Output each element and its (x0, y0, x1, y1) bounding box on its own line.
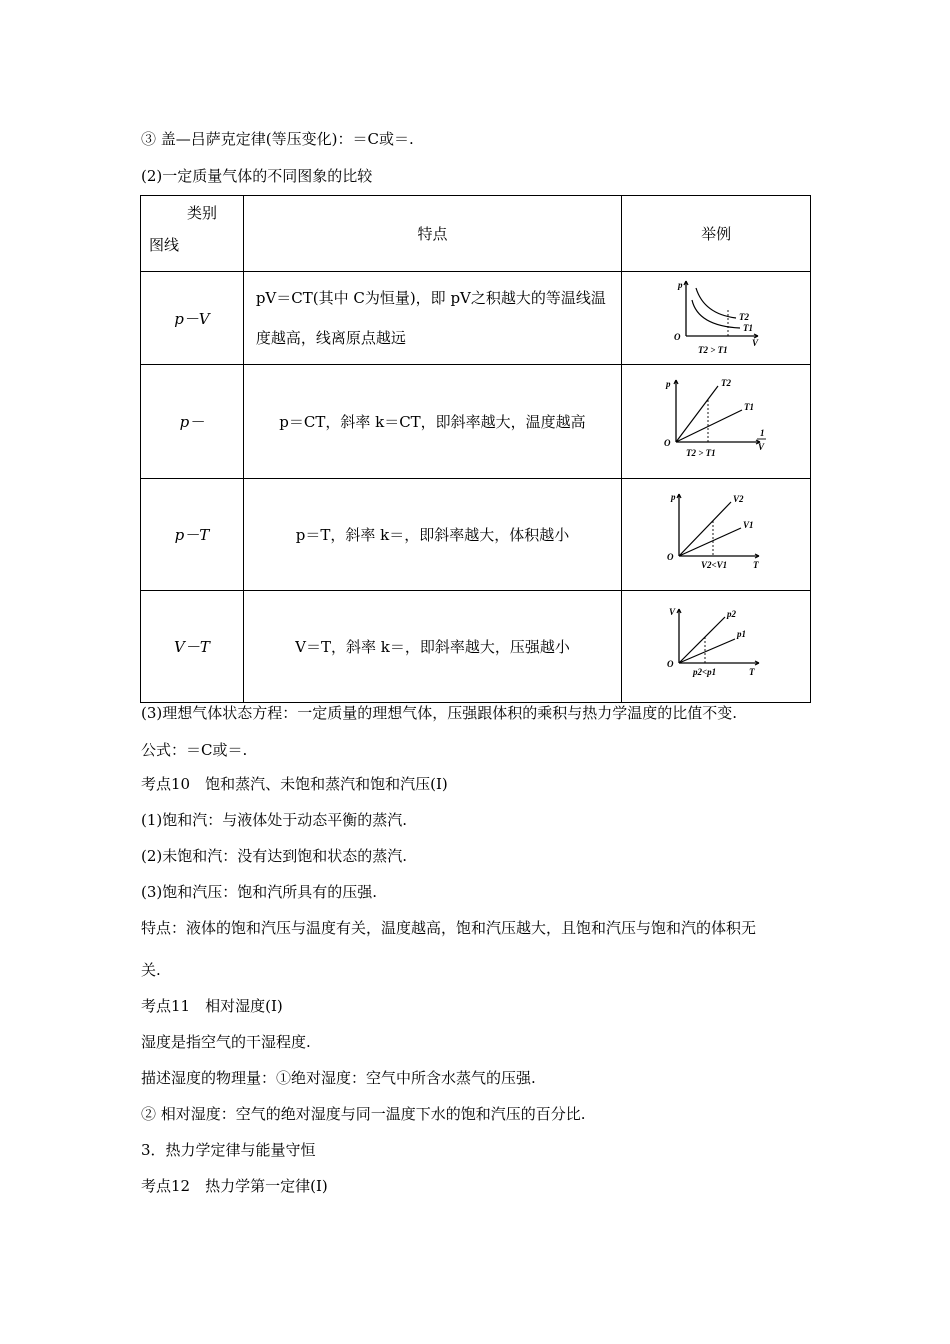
curve-label: T1 (743, 323, 754, 333)
isotherm-curve-t2 (696, 288, 736, 318)
curve-label: p2 (727, 608, 737, 619)
line-t1 (676, 410, 742, 442)
row-desc: p＝CT，斜率 k＝CT，即斜率越大，温度越高 (243, 365, 621, 479)
table-row (141, 272, 811, 365)
isotherm-curve-t1 (692, 300, 740, 328)
line-p1 (679, 639, 735, 663)
origin-label: O (664, 437, 671, 448)
text-line: ② 相对湿度：空气的绝对湿度与同一温度下水的饱和汽压的百分比. (141, 1105, 586, 1123)
row-type: p－ (141, 365, 244, 479)
condition-label: T2 > T1 (698, 345, 728, 355)
line-p2 (679, 617, 725, 663)
y-axis-label: V (669, 606, 676, 617)
x-axis-label: V (752, 338, 759, 348)
text-line: (1)饱和汽：与液体处于动态平衡的蒸汽. (141, 811, 408, 829)
x-axis-label: T (753, 559, 759, 570)
condition-label: p2<p1 (693, 666, 717, 677)
section-heading: 考点12 热力学第一定律(Ⅰ) (141, 1177, 328, 1195)
row-desc: V＝T，斜率 k＝，即斜率越大，压强越小 (243, 591, 621, 703)
condition-label: T2 > T1 (686, 447, 716, 458)
origin-label: O (667, 551, 674, 562)
text-line: (2)一定质量气体的不同图象的比较 (141, 167, 373, 185)
table-row (141, 591, 811, 703)
row-example (622, 365, 811, 479)
curve-label: V2 (733, 493, 744, 504)
text-line: 描述湿度的物理量：①绝对湿度：空气中所含水蒸气的压强. (141, 1069, 536, 1087)
gas-graph-comparison-table (140, 195, 811, 703)
row-example (622, 479, 811, 591)
line-v2 (679, 502, 731, 556)
section-heading: 3．热力学定律与能量守恒 (141, 1141, 316, 1159)
p-inverse-v-graph (656, 374, 776, 466)
text-line: (3)饱和汽压：饱和汽所具有的压强. (141, 883, 378, 901)
curve-label: T2 (739, 312, 750, 322)
condition-label: V2<V1 (701, 559, 728, 570)
origin-label: O (667, 658, 674, 669)
text-line: (2)未饱和汽：没有达到饱和状态的蒸汽. (141, 847, 408, 865)
curve-label: V1 (743, 519, 754, 530)
row-type: V－T (141, 591, 244, 703)
header-feature: 特点 (243, 196, 621, 272)
origin-label: O (674, 332, 681, 342)
table-header-row (141, 196, 811, 272)
pv-isotherm-graph (666, 276, 766, 356)
row-desc: p＝T，斜率 k＝，即斜率越大，体积越小 (243, 479, 621, 591)
header-category: 类别 (187, 204, 218, 222)
y-axis-label: p (678, 280, 683, 290)
text-line: (3)理想气体状态方程：一定质量的理想气体，压强跟体积的乘积与热力学温度的比值不变. (141, 704, 738, 722)
line-v1 (679, 528, 741, 556)
section-heading: 考点10 饱和蒸汽、未饱和蒸汽和饱和汽压(Ⅰ) (141, 775, 448, 793)
text-line: 特点：液体的饱和汽压与温度有关，温度越高，饱和汽压越大，且饱和汽压与饱和汽的体积无 (141, 919, 757, 937)
table-row (141, 479, 811, 591)
curve-label: T2 (721, 377, 732, 388)
v-t-isobar-graph (661, 603, 771, 687)
text-line: 关. (141, 961, 161, 979)
diagonal-header-cell (141, 196, 244, 272)
row-type: p－V (141, 272, 244, 365)
header-example: 举例 (622, 196, 811, 272)
x-axis-label-denominator: V (758, 441, 765, 452)
section-heading: 考点11 相对湿度(Ⅰ) (141, 997, 283, 1015)
y-axis-label: p (666, 378, 671, 389)
text-line: 湿度是指空气的干湿程度. (141, 1033, 311, 1051)
row-type: p－T (141, 479, 244, 591)
curve-label: T1 (744, 401, 755, 412)
p-t-isochore-graph (661, 488, 771, 578)
header-graph: 图线 (149, 236, 180, 254)
line-t2 (676, 386, 718, 442)
row-example (622, 591, 811, 703)
text-line: 公式：＝C或＝. (141, 741, 248, 759)
table-row (141, 365, 811, 479)
text-line: ③ 盖—吕萨克定律(等压变化)：＝C或＝. (141, 130, 414, 148)
curve-label: p1 (737, 628, 747, 639)
x-axis-label: T (749, 666, 755, 677)
row-example (622, 272, 811, 365)
y-axis-label: p (671, 491, 676, 502)
row-desc: pV＝CT(其中 C为恒量)，即 pV之积越大的等温线温度越高，线离原点越远 (243, 272, 621, 365)
x-axis-label-numerator: 1 (760, 427, 765, 438)
